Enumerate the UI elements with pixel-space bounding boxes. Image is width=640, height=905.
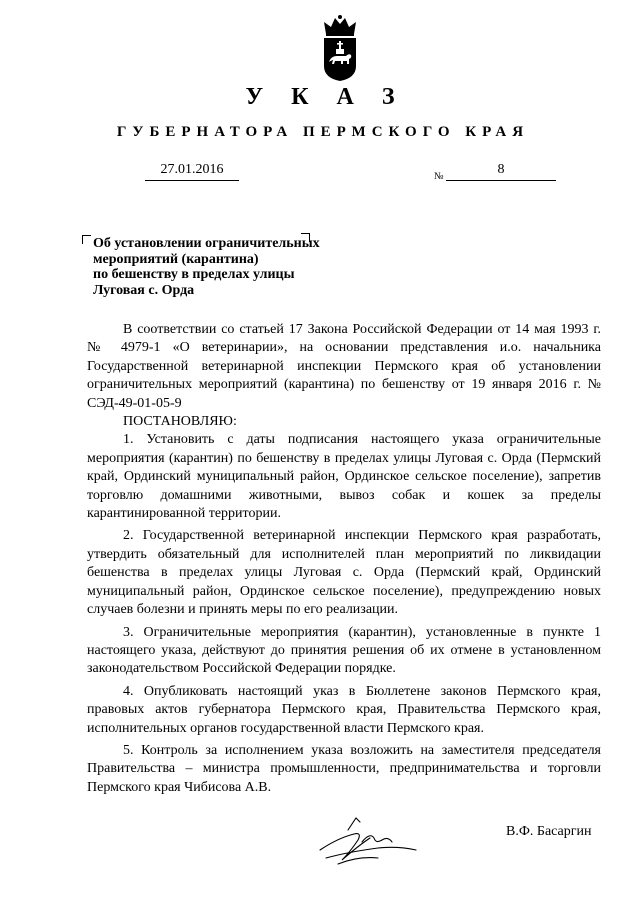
- heading-corner-left: [82, 235, 91, 244]
- heading-line: по бешенству в пределах улицы: [93, 267, 295, 283]
- decree-item: 5. Контроль за исполнением указа возложить на заместителя председателя Правительства – министра промышленности, предпринимательства и торговли Пермского края Чибисова А.В.: [87, 742, 601, 795]
- decree-item: 4. Опубликовать настоящий указ в Бюллетене законов Пермского края, правовых актов губернатора Пермского края, Правительства Пермского края, исполнительных органов государственной власти Пермского края.: [87, 683, 601, 736]
- decree-number: 8: [446, 162, 556, 181]
- heading-line: Луговая с. Орда: [93, 282, 195, 298]
- decree-heading: [93, 236, 320, 298]
- document-subtitle: ГУБЕРНАТОРА ПЕРМСКОГО КРАЯ: [116, 124, 530, 140]
- signature-icon: [318, 812, 418, 870]
- decree-word: ПОСТАНОВЛЯЮ:: [123, 414, 237, 430]
- decree-item: 3. Ограничительные мероприятия (карантин), установленные в пункте 1 настоящего указа, действуют до принятия решения об их отмене в установленном законодательством Российской Федерации порядке.: [87, 624, 601, 677]
- heading-line: мероприятий (карантина): [93, 251, 259, 267]
- decree-item: 1. Установить с даты подписания настоящего указа ограничительные мероприятия (карантин) по бешенству в пределах улицы Луговая с. Орда (Пермский край, Ординский муниципальный район, Ординское сельское поселение), запретив торговлю домашними животными, вывоз собак и кошек за пределы карантинированной территории.: [87, 432, 601, 522]
- preamble-paragraph: В соответствии со статьей 17 Закона Российской Федерации от 14 мая 1993 г. № 4979-1 «О ветеринарии», на основании представления и.о. начальника Государственной ветеринарной инспекции Пермского края об установлении ограничительных мероприятий (карантина) по бешенству от 19 января 2016 г. № СЭД-49-01-05-9: [87, 322, 601, 411]
- decree-date: 27.01.2016: [145, 162, 239, 181]
- coat-of-arms-icon: [318, 14, 362, 82]
- decree-body: [87, 321, 601, 797]
- signer-name: В.Ф. Басаргин: [506, 824, 592, 839]
- document-title: У К А З: [245, 84, 406, 110]
- number-sign: №: [434, 171, 444, 182]
- heading-line: Об установлении ограничительных: [93, 236, 320, 251]
- decree-item: 2. Государственной ветеринарной инспекции Пермского края разработать, утвердить обязательный для исполнителей план мероприятий по ликвидации бешенства в пределах улицы Луговая с. Орда (Пермский край, Ординский муниципальный район, Ординское сельское поселение), предупреждению новых случаев болезни и принять меры по его реализации.: [87, 528, 601, 618]
